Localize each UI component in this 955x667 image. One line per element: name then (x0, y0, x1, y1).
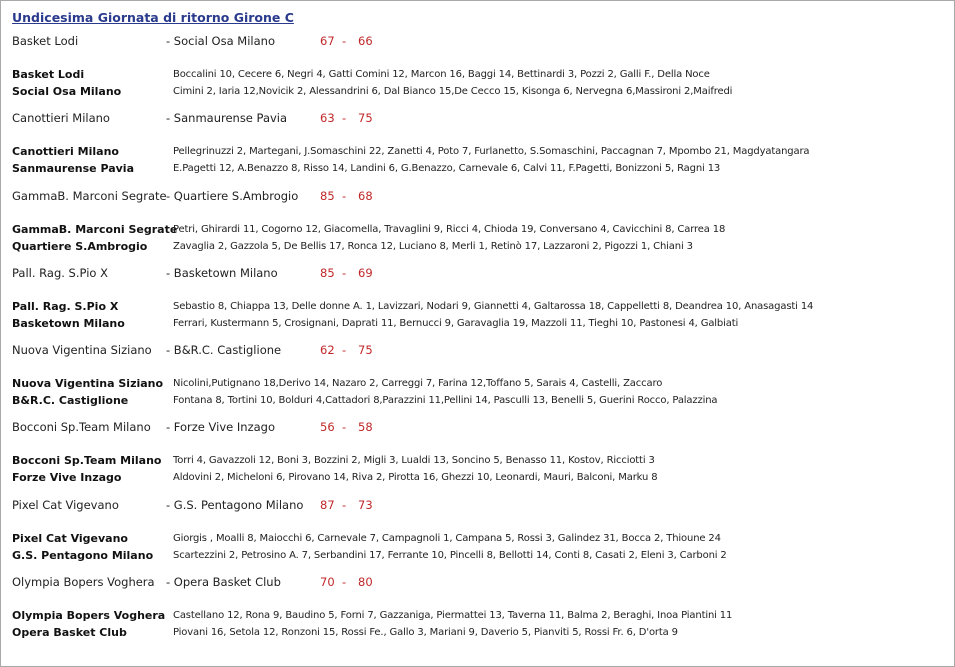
home-roster-row (12, 68, 942, 82)
roster-team-name: Social Osa Milano (12, 85, 122, 98)
home-score: 87 (320, 498, 335, 512)
match-result (12, 498, 612, 514)
match-result (12, 34, 612, 50)
home-team: Canottieri Milano (12, 111, 110, 125)
roster-players: Ferrari, Kustermann 5, Crosignani, Daprati 11, Bernucci 9, Garavaglia 19, Mazzoli 11, Tieghi 10, Pastonesi 4, Galbiati (173, 318, 739, 329)
away-score: 58 (358, 420, 373, 434)
match-result (12, 111, 612, 127)
home-roster-row (12, 223, 942, 237)
away-roster-row (12, 85, 942, 99)
roster-team-name: Nuova Vigentina Siziano (12, 377, 164, 390)
roster-team-name: GammaB. Marconi Segrate (12, 223, 178, 236)
away-score: 68 (358, 189, 373, 203)
away-team: - G.S. Pentagono Milano (166, 498, 304, 512)
roster-team-name: Pixel Cat Vigevano (12, 532, 128, 545)
away-roster-row (12, 471, 942, 485)
roster-team-name: Basket Lodi (12, 68, 85, 81)
home-score: 67 (320, 34, 335, 48)
match-block (12, 575, 942, 652)
home-score: 85 (320, 266, 335, 280)
page-title[interactable]: Undicesima Giornata di ritorno Girone C (12, 10, 294, 25)
away-team: - Opera Basket Club (166, 575, 281, 589)
home-team: Bocconi Sp.Team Milano (12, 420, 151, 434)
home-roster-row (12, 454, 942, 468)
roster-players: Torri 4, Gavazzoli 12, Boni 3, Bozzini 2, Migli 3, Lualdi 13, Soncino 5, Benasso 11, Kostov, Ricciotti 3 (173, 455, 655, 466)
score-separator: - (342, 575, 347, 589)
home-team: Olympia Bopers Voghera (12, 575, 155, 589)
away-team: - Basketown Milano (166, 266, 278, 280)
roster-players: Fontana 8, Tortini 10, Bolduri 4,Cattadori 8,Parazzini 11,Pellini 14, Pasculli 13, Benelli 5, Guerini Rocco, Palazzina (173, 395, 718, 406)
roster-players: Scartezzini 2, Petrosino A. 7, Serbandini 17, Ferrante 10, Pincelli 8, Bellotti 14, Conti 8, Casati 2, Eleni 3, Carboni 2 (173, 550, 727, 561)
home-team: GammaB. Marconi Segrate (12, 189, 167, 203)
match-result (12, 575, 612, 591)
roster-players: Castellano 12, Rona 9, Baudino 5, Forni 7, Gazzaniga, Piermattei 13, Taverna 11, Balma 2, Beraghi, Inoa Piantini 11 (173, 610, 733, 621)
match-block (12, 498, 942, 575)
match-block (12, 343, 942, 420)
roster-team-name: B&R.C. Castiglione (12, 394, 129, 407)
away-score: 75 (358, 343, 373, 357)
match-block (12, 111, 942, 188)
roster-players: Pellegrinuzzi 2, Martegani, J.Somaschini 22, Zanetti 4, Poto 7, Furlanetto, S.Somaschini, Paccagnan 7, Mpombo 21, Magdyatangara (173, 146, 810, 157)
roster-team-name: Bocconi Sp.Team Milano (12, 454, 162, 467)
roster-team-name: Basketown Milano (12, 317, 125, 330)
roster-players: Piovani 16, Setola 12, Ronzoni 15, Rossi Fe., Gallo 3, Mariani 9, Daverio 5, Pianviti 5, Rossi Fr. 6, D'orta 9 (173, 627, 678, 638)
away-score: 80 (358, 575, 373, 589)
match-result (12, 266, 612, 282)
roster-team-name: Canottieri Milano (12, 145, 119, 158)
roster-players: Petri, Ghirardi 11, Cogorno 12, Giacomella, Travaglini 9, Ricci 4, Chioda 19, Conversano 4, Cavicchini 8, Carrea 18 (173, 224, 726, 235)
home-team: Basket Lodi (12, 34, 79, 48)
match-block (12, 189, 942, 266)
roster-team-name: Pall. Rag. S.Pio X (12, 300, 119, 313)
away-roster-row (12, 317, 942, 331)
home-team: Nuova Vigentina Siziano (12, 343, 152, 357)
away-score: 69 (358, 266, 373, 280)
score-separator: - (342, 498, 347, 512)
away-score: 73 (358, 498, 373, 512)
home-roster-row (12, 300, 942, 314)
score-separator: - (342, 189, 347, 203)
home-score: 63 (320, 111, 335, 125)
roster-players: Cimini 2, Iaria 12,Novicik 2, Alessandrini 6, Dal Bianco 15,De Cecco 15, Kisonga 6, Nervegna 6,Massironi 2,Maifredi (173, 86, 733, 97)
away-team: - B&R.C. Castiglione (166, 343, 282, 357)
home-team: Pixel Cat Vigevano (12, 498, 119, 512)
roster-team-name: G.S. Pentagono Milano (12, 549, 154, 562)
match-block (12, 266, 942, 343)
roster-players: Sebastio 8, Chiappa 13, Delle donne A. 1, Lavizzari, Nodari 9, Giannetti 4, Galtarossa 18, Cappelletti 8, Deandrea 10, Anasagasti 14 (173, 301, 814, 312)
away-roster-row (12, 240, 942, 254)
score-separator: - (342, 266, 347, 280)
score-separator: - (342, 343, 347, 357)
roster-players: Aldovini 2, Micheloni 6, Pirovano 14, Riva 2, Pirotta 16, Ghezzi 10, Leonardi, Mauri, Balconi, Marku 8 (173, 472, 658, 483)
roster-team-name: Quartiere S.Ambrogio (12, 240, 148, 253)
roster-players: Nicolini,Putignano 18,Derivo 14, Nazaro 2, Carreggi 7, Farina 12,Toffano 5, Sarais 4, Castelli, Zaccaro (173, 378, 663, 389)
home-roster-row (12, 532, 942, 546)
home-roster-row (12, 145, 942, 159)
match-result (12, 343, 612, 359)
match-block (12, 420, 942, 497)
roster-players: Zavaglia 2, Gazzola 5, De Bellis 17, Ronca 12, Luciano 8, Merli 1, Retinò 17, Lazzaroni 2, Pigozzi 1, Chiani 3 (173, 241, 693, 252)
score-separator: - (342, 111, 347, 125)
roster-team-name: Sanmaurense Pavia (12, 162, 134, 175)
away-team: - Quartiere S.Ambrogio (166, 189, 299, 203)
away-roster-row (12, 549, 942, 563)
match-result (12, 189, 612, 205)
home-score: 85 (320, 189, 335, 203)
home-score: 70 (320, 575, 335, 589)
match-result (12, 420, 612, 436)
home-roster-row (12, 377, 942, 391)
home-score: 56 (320, 420, 335, 434)
roster-players: E.Pagetti 12, A.Benazzo 8, Risso 14, Landini 6, G.Benazzo, Carnevale 6, Calvi 11, F.Pagetti, Bonizzoni 5, Ragni 13 (173, 163, 721, 174)
roster-team-name: Olympia Bopers Voghera (12, 609, 166, 622)
away-team: - Forze Vive Inzago (166, 420, 275, 434)
away-roster-row (12, 162, 942, 176)
roster-team-name: Forze Vive Inzago (12, 471, 122, 484)
away-roster-row (12, 394, 942, 408)
score-separator: - (342, 34, 347, 48)
away-team: - Sanmaurense Pavia (166, 111, 288, 125)
away-score: 66 (358, 34, 373, 48)
home-roster-row (12, 609, 942, 623)
home-score: 62 (320, 343, 335, 357)
home-team: Pall. Rag. S.Pio X (12, 266, 108, 280)
roster-team-name: Opera Basket Club (12, 626, 127, 639)
away-team: - Social Osa Milano (166, 34, 275, 48)
away-roster-row (12, 626, 942, 640)
match-block (12, 34, 942, 111)
score-separator: - (342, 420, 347, 434)
roster-players: Giorgis , Moalli 8, Maiocchi 6, Carnevale 7, Campagnoli 1, Campana 5, Rossi 3, Galindez 31, Bocca 2, Thioune 24 (173, 533, 721, 544)
roster-players: Boccalini 10, Cecere 6, Negri 4, Gatti Comini 12, Marcon 16, Baggi 14, Bettinardi 3, Pozzi 2, Galli F., Della Noce (173, 69, 710, 80)
away-score: 75 (358, 111, 373, 125)
